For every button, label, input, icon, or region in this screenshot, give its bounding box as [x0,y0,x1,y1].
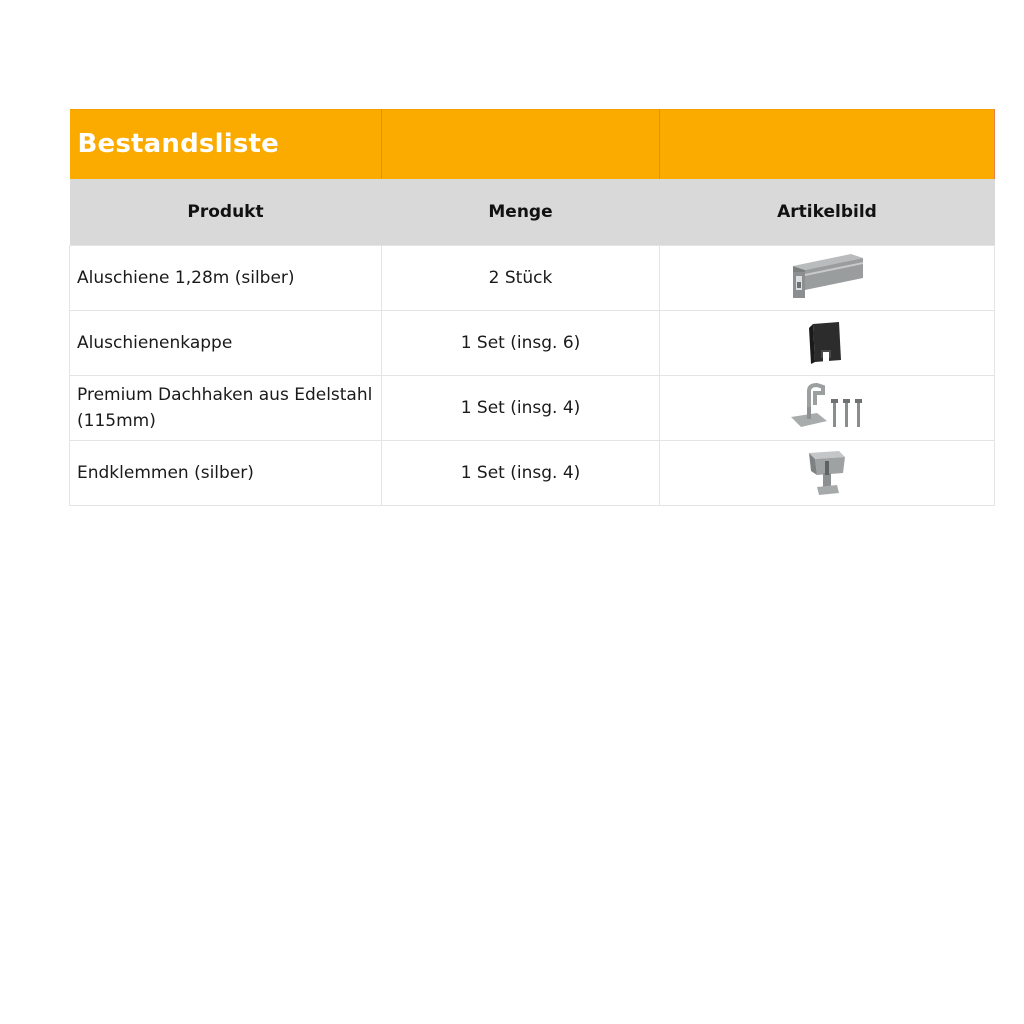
title-cell-empty [660,110,995,179]
product-cell: Aluschienenkappe [70,311,382,376]
image-cell [660,246,995,311]
table-row [70,311,995,376]
title-cell-empty [382,110,660,179]
table-row [70,246,995,311]
title-cell [70,110,382,179]
roof-hook-icon [787,383,867,433]
image-cell [660,376,995,441]
product-cell: Aluschiene 1,28m (silber) [70,246,382,311]
product-cell: Premium Dachhaken aus Edelstahl (115mm) [70,376,382,441]
column-header-quantity: Menge [382,179,660,246]
quantity-cell: 1 Set (insg. 6) [382,311,660,376]
table-row [70,376,995,441]
image-cell [660,441,995,506]
quantity-cell: 2 Stück [382,246,660,311]
header-row [70,179,995,246]
quantity-cell: 1 Set (insg. 4) [382,441,660,506]
column-header-product: Produkt [70,179,382,246]
product-cell: Endklemmen (silber) [70,441,382,506]
table-row [70,441,995,506]
aluminum-rail-icon [787,252,867,304]
inventory-table [69,109,995,506]
image-cell [660,311,995,376]
inventory-sheet [69,109,994,506]
rail-end-cap-icon [805,320,849,366]
title-row [70,110,995,179]
table-title: Bestandsliste [77,129,279,160]
column-header-image: Artikelbild [660,179,995,246]
end-clamp-icon [805,447,849,499]
quantity-cell: 1 Set (insg. 4) [382,376,660,441]
